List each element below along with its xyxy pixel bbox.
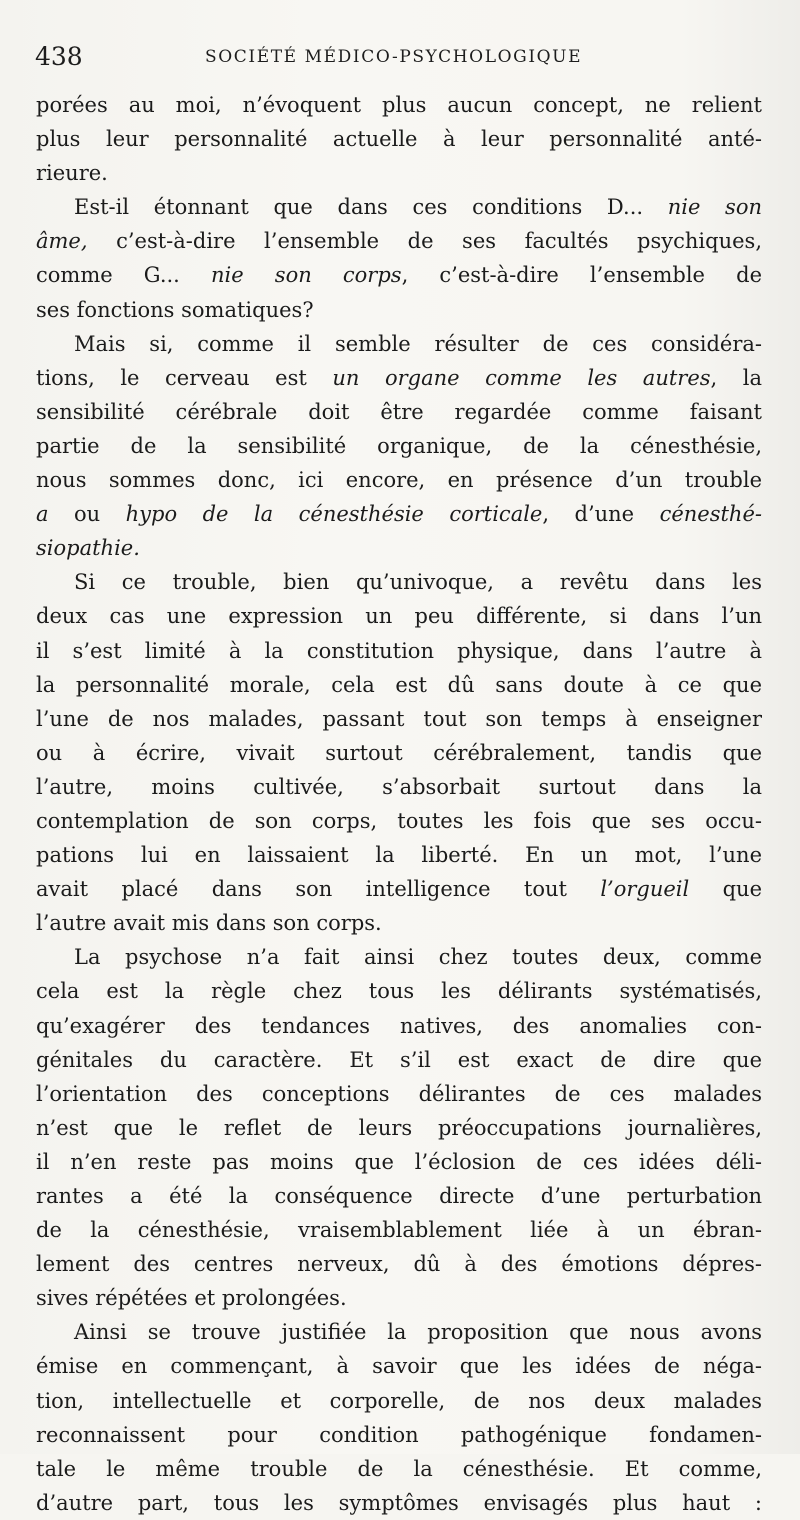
text-line: ou à écrire, vivait surtout cérébralement, tandis que [36,740,762,765]
text-line: reconnaissent pour condition pathogénique fondamen- [36,1422,762,1447]
text-line: tion, intellectuelle et corporelle, de nos deux malades [36,1388,762,1413]
text-line: tale le même trouble de la cénesthésie. Et comme, [36,1456,762,1481]
text-line: ses fonctions somatiques? [36,297,314,322]
text-line: tions, le cerveau est un organe comme les autres, la [36,365,762,390]
text-line: Ainsi se trouve justifiée la proposition que nous avons [74,1320,762,1345]
text-line: émise en commençant, à savoir que les idées de néga- [36,1354,762,1379]
text-line: sives répétées et prolongées. [36,1286,347,1311]
text-line: de la cénesthésie, vraisemblablement liée à un ébran- [36,1218,762,1243]
text-line: génitales du caractère. Et s’il est exact de dire que [36,1047,762,1072]
text-line: deux cas une expression un peu différente, si dans l’un [36,604,762,629]
text-line: avait placé dans son intelligence tout l’orgueil que [36,877,762,902]
text-line: l’autre avait mis dans son corps. [36,911,382,936]
text-line: l’une de nos malades, passant tout son temps à enseigner [36,706,762,731]
page-number: 438 [35,42,83,71]
text-line: âme, c’est-à-dire l’ensemble de ses facultés psychiques, [36,229,762,254]
text-line: qu’exagérer des tendances natives, des anomalies con- [36,1013,762,1038]
text-line: siopathie. [36,536,140,561]
text-line: rieure. [36,161,108,186]
text-line: cela est la règle chez tous les délirants systématisés, [36,979,762,1004]
text-line: d’autre part, tous les symptômes envisagés plus haut : [36,1490,762,1515]
text-line: sensibilité cérébrale doit être regardée comme faisant [36,399,762,424]
text-line: plus leur personnalité actuelle à leur personnalité anté- [36,127,762,152]
text-line: lement des centres nerveux, dû à des émotions dépres- [36,1252,762,1277]
text-line: il s’est limité à la constitution physique, dans l’autre à [36,638,762,663]
running-head: SOCIÉTÉ MÉDICO-PSYCHOLOGIQUE [205,47,583,67]
text-line: la personnalité morale, cela est dû sans doute à ce que [36,672,762,697]
text-line: Mais si, comme il semble résulter de ces considéra- [74,331,762,356]
text-line: il n’en reste pas moins que l’éclosion de ces idées déli- [36,1149,762,1174]
text-line: contemplation de son corps, toutes les fois que ses occu- [36,808,762,833]
text-line: nous sommes donc, ici encore, en présence d’un trouble [36,468,762,493]
body-text [36,88,762,1520]
text-line: Si ce trouble, bien qu’univoque, a revêtu dans les [74,570,762,595]
text-line: pations lui en laissaient la liberté. En un mot, l’une [36,843,762,868]
text-line: l’orientation des conceptions délirantes de ces malades [36,1081,762,1106]
text-line: partie de la sensibilité organique, de la cénesthésie, [36,433,762,458]
text-line: a ou hypo de la cénesthésie corticale, d’une cénesthé- [36,502,762,527]
text-line: porées au moi, n’évoquent plus aucun concept, ne relient [36,93,762,117]
text-line: n’est que le reflet de leurs préoccupations journalières, [36,1115,762,1140]
text-line: La psychose n’a fait ainsi chez toutes deux, comme [74,945,762,970]
text-line: l’autre, moins cultivée, s’absorbait surtout dans la [36,774,762,799]
text-line: comme G... nie son corps, c’est-à-dire l’ensemble de [36,263,762,288]
text-line: rantes a été la conséquence directe d’une perturbation [36,1184,762,1208]
text-line: Est-il étonnant que dans ces conditions D... nie son [74,195,762,220]
page-header [35,40,760,74]
